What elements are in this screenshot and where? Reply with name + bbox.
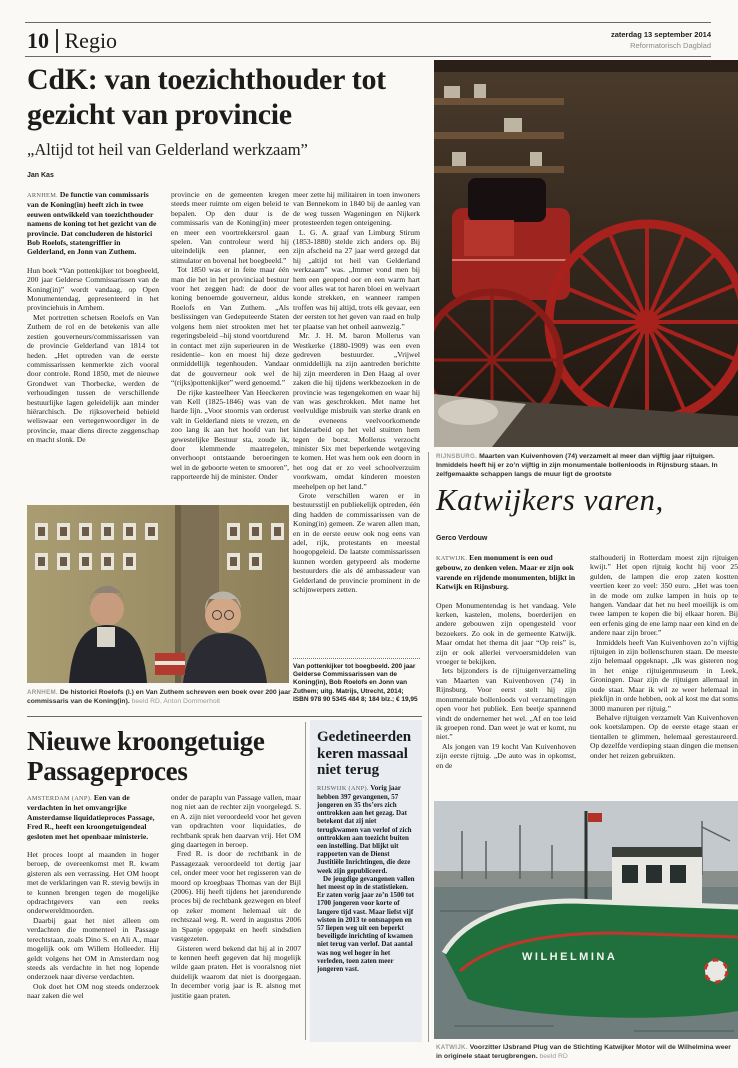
detainees-box xyxy=(310,720,422,1042)
page-number: 10 xyxy=(27,28,49,53)
header-divider xyxy=(56,29,58,53)
katwijkers-headline: Katwijkers varen, xyxy=(436,482,664,517)
body-paragraph: provincie en de gemeenten kregen steeds meer ruimte om eigen beleid te bepalen. Op den duur is de commissaris van de Koning(in) meer en meer een voortrekkersrol gaan spelen. Van controleur werd hij uiteindelijk een planner, een stimulator en bovenal het boegbeeld.” xyxy=(171,190,289,265)
dateline: KATWIJK. xyxy=(436,555,468,562)
article-intro: KATWIJK. Een monument is een oud gebouw, zo denken velen. Maar er zijn ook varende en rijdende monumenten, blijkt in Katwijk en Rijnsburg. xyxy=(436,553,576,592)
book-info: Van pottenkijker tot boegbeeld. 200 jaar Gelderse Commissarissen van de Koning(in), Bob Roelofs en Jonn van Zuthem; uitg. Matrijs, Utrecht, 2014; ISBN 978 90 5345 484 8; 184 blz.; € 19,95 xyxy=(293,658,420,704)
issue-date: zaterdag 13 september 2014 xyxy=(610,30,711,39)
photo-credit: beeld RD, Anton Dommerholt xyxy=(131,698,221,705)
dateline: RIJSWIJK (ANP). xyxy=(317,784,369,792)
boat-photo-illustration xyxy=(434,801,738,1039)
body-paragraph: Met portretten schetsen Roelofs en Van Zuthem de rol en de betekenis van alle zestien gouverneurs/commissarissen van de provincie Gelderland van 1814 tot heden. „Het optreden van de eerste commissarissen kenmerkte zich vooral door controle. Rond 1850, met de nieuwe Grondwet van Thorbecke, werden de verhoudingen tussen de verschillende bestuurlijke lagen geleidelijk aan minder hiërarchisch. De rijksoverheid behield weliswaar een vertegenwoordiger in de provincie, maar diens directe zeggenschap en macht slonk. De xyxy=(27,312,159,445)
caption-location: RIJNSBURG. xyxy=(436,453,478,460)
body-paragraph: Hun boek “Van pottenkijker tot boegbeeld, 200 jaar Gelderse Commissarissen van de Koning(in)” wordt vandaag, op Open Monumentendag, gepresenteerd in het provinciehuis in Arnhem. xyxy=(27,265,159,313)
body-paragraph: RIJSWIJK (ANP). Vorig jaar hebben 397 gevangenen, 57 jongeren en 35 tbs’ers zich onttrokken aan het gezag. Dat betekent dat zij niet terugkwamen van verlof of zich onttrokken aan toezicht buiten een instelling. Dat blijkt uit rapporten van de Dienst Justitiële Inrichtingen, die deze week zijn gepubliceerd. xyxy=(317,783,412,875)
carriage-photo-illustration xyxy=(434,60,738,447)
body-paragraph: Als jongen van 19 kocht Van Kuivenhoven zijn eerste rijtuig. „De auto was in opkomst, en de xyxy=(436,741,576,770)
detainees-body xyxy=(317,784,415,974)
historians-photo xyxy=(27,505,291,705)
caption-location: KATWIJK. xyxy=(436,1044,468,1051)
passage-column-1 xyxy=(27,793,159,1043)
body-paragraph: De rijke kasteelheer Van Heeckeren van Kell (1825-1846) was van de harde lijn. „Voor stoornis van orderust valt in Gelderland niets te vrezen, en zoo lang ik aan het hoofd van het gewestelijke Bestuur sta, zoude ik, door klemmende maatregelen, onverhoopt ontstaande beroeringen wel in de geboorte weten te smooren”, rapporteerde hij de minister. Onder xyxy=(171,387,289,482)
detainees-headline: Gedetineerden keren massaal niet terug xyxy=(317,729,412,778)
body-paragraph: L. G. A. graaf van Limburg Stirum (1853-1880) stelde zich anders op. Bij zijn afscheid na 27 jaar werd gezegd dat hij „altijd tot heil van Gelderland werkzaam” was. „Immer vond men bij hem een geopend oor en een warm hart voor alles wat tot haren bloei en welvaart konde strekken, en wanneer rampen troffen was hij altijd, trots elk gevaar, een der eersten tot het geven van raad en hulp ter plaatse van het onheil aanwezig.” xyxy=(293,227,420,331)
body-paragraph: Fred R. is door de rechtbank in de Passagezaak veroordeeld tot dertig jaar cel, onder meer voor het regisseren van de moord op kroegbaas Thomas van der Bijl (2006). Hij heeft tijdens het jarendurende proces bij de rechtbank gezwegen en bleef op zeker moment helemaal uit de rechtszaal weg. R. werd in augustus 2006 in Spanje opgepakt en heeft sindsdien vastgezeten. xyxy=(171,849,301,944)
boat-photo-caption: KATWIJK. Voorzitter IJsbrand Plug van de Stichting Katwijker Motor wil de Wilhelmina weer in originele staat terugbrengen. beeld RD xyxy=(436,1044,731,1060)
katwijkers-column-1 xyxy=(436,553,576,797)
historians-photo-caption: ARNHEM. De historici Roelofs (l.) en Van Zuthem schreven een boek over 200 jaar commissaris van de Koning(in). beeld RD, Anton Dommerholt xyxy=(27,689,291,705)
boat-photo xyxy=(434,801,738,1060)
article-intro: ARNHEM. De functie van commissaris van de Koning(in) heeft zich in twee eeuwen ontwikkeld van toezichthouder namens de koning tot het gezicht van de provincie. Dat concluderen de historici Bob Roelofs, statengriffier in Gelderland, en Jonn van Zuthem. xyxy=(27,190,157,257)
body-paragraph: stalhouderij in Rotterdam moest zijn rijtuigen kwijt.” Het open rijtuig kocht hij voor 25 gulden, de lampen die erop zaten kostten veertien keer zo veel: 350 euro. „Het was toen in de mode om zulke lampen in huis op te hangen. Vandaar dat het nu heel moeilijk is om twee lampen te kopen die bij elkaar horen. Bij een erfenis ging de ene lamp naar een kind en de andere naar zijn broer.” xyxy=(590,553,738,638)
body-paragraph: Daarbij gaat het niet alleen om verdachten die momenteel in Passage terechtstaan, zoals Dino S. en Ali A., maar mogelijk ook om Willem Holleeder. Hij geldt volgens het OM in Amsterdam nog steeds als verdachte in het nog lopende onderzoek naar diverse verdachten. xyxy=(27,915,159,982)
body-paragraph: Open Monumentendag is het vandaag. Vele kerken, kastelen, molens, boerderijen en andere gebouwen zijn opengesteld voor bezoekers. Zo ook in de gemeente Katwijk. Maar omdat het thema dit jaar “Op reis” is, zijn er ook allerlei vervoersmiddelen van vroeger te bekijken. xyxy=(436,600,576,667)
dateline: ARNHEM. xyxy=(27,192,58,199)
main-column-rule xyxy=(428,452,429,1042)
body-paragraph: De jeugdige gevangenen vallen het meest op in de statistieken. Er zaten vorig jaar zo’n 1500 tot 1700 jongeren voor korte of langere tijd vast. Maar liefst vijf wisten in 2013 te ontsnappen en 57 liepen weg uit een beperkt beveiligde inrichting of kwamen niet terug van verlof. Dat aantal was nog wel hoger in het verleden, toen zaten meer jongeren vast. xyxy=(317,874,415,973)
boat-name: WILHELMINA xyxy=(522,951,618,963)
katwijkers-byline: Gerco Verdouw xyxy=(436,535,488,542)
body-paragraph: Ook doet het OM nog steeds onderzoek naar zaken die wel xyxy=(27,981,159,1001)
body-paragraph: Inmiddels heeft Van Kuivenhoven zo’n vijftig rijtuigen in zijn bollenschuren staan. De meeste zijn helemaal opgeknapt. „Ik was gisteren nog in het enige rijtuigenmuseum in Leek, Groningen. Daar zijn de rijtuigen allemaal in oude staat. Maar ik wil ze weer helemaal in piekfijn in orde hebben, ook al kost me dat soms 3000 manuren per rijtuig.” xyxy=(590,637,738,713)
body-paragraph: Mr. J. H. M. baron Mollerus van Westkerke (1880-1909) was een even gedreven bestuurder. „Vrijwel onmiddellijk na zijn aantreden berichtte hij zijn meerderen in Den Haag al over zaken die hij tijdens werkbezoeken in de provincie was tegengekomen en waar hij van was geschrokken. Met name het veelvuldige misbruik van sterke drank en de eveneens veelvoorkomende kinderarbeid op het veld stuitten hem tegen de borst. Mollerus verzocht minister Six met beperkende wetgeving te komen. Het was hem ook een doorn in het oog dat er zo veel schoolverzuim voorkwam, omdat kinderen moesten meehelpen op het land.” xyxy=(293,331,420,491)
caption-location: ARNHEM. xyxy=(27,689,58,696)
column-rule xyxy=(305,722,306,1040)
newspaper-name: Reformatorisch Dagblad xyxy=(630,41,711,50)
body-paragraph: Behalve rijtuigen verzamelt Van Kuivenhoven ook koetslampen. Op de eerste etage staan er tientallen te glimmen, helemaal gerestaureerd. Op dezelfde verdieping staan dingen die mensen onder het reizen gebruikten. xyxy=(590,712,738,760)
main-byline: Jan Kas xyxy=(27,172,54,179)
main-column-1 xyxy=(27,190,159,490)
article-intro: AMSTERDAM (ANP). Een van de verdachten in het omvangrijke Amsterdamse liquidatieproces Passage, Fred R., heeft een kroongetuigendeal gesloten met het openbaar ministerie. xyxy=(27,793,155,841)
katwijkers-column-2 xyxy=(590,553,738,797)
header-right xyxy=(491,30,711,50)
body-paragraph: onder de paraplu van Passage vallen, maar nog niet aan de rechter zijn voorgelegd. S. en A. zijn niet veroordeeld voor het geven van opdrachten voor liquidaties, de rechtbank sprak hen daarvan vrij. Het OM ging daartegen in beroep. xyxy=(171,793,301,850)
main-column-2 xyxy=(171,190,289,490)
body-paragraph: Het proces loopt al maanden in hoger beroep, de overeenkomst met R. kwam gisteren als een verrassing. Het OM hoopt met de verklaringen van R. stevig bewijs in te kunnen brengen tegen de mogelijke opdrachtgevers van een reeks onderwereldmoorden. xyxy=(27,850,159,916)
body-paragraph: Iets bijzonders is de rijtuigenverzameling van Maarten van Kuivenhoven (74) in Rijnsburg. Voor eerst stelt hij zijn monumentale bollenloods vol verzamelingen open voor het publiek. Een beetje spannend vindt de ondernemer het wel. „Af en toe leid ik groepen rond. Dan weet je wat er komt, nu niet.” xyxy=(436,666,576,742)
body-paragraph: Tot 1850 was er in feite maar één man die het in het provinciaal bestuur voor het zeggen had: de door de koning benoemde gouverneur, aldus Roelofs en Van Zuthem. „Als beslissingen van Gedeputeerde Staten volgens hem niet strookten met het regeringsbeleid –hij stond voortdurend in contact met zijn superieuren in de residentie– kon en moest hij deze onmiddellijk tegenhouden. Vandaar dat de gouverneur ook wel de “(rijks)pottenkijker” werd genoemd.” xyxy=(171,265,289,388)
header-bottom-rule xyxy=(25,56,711,57)
historians-photo-illustration xyxy=(27,505,289,683)
carriage-photo xyxy=(434,60,738,478)
top-rule xyxy=(25,22,711,23)
carriage-photo-caption: RIJNSBURG. Maarten van Kuivenhoven (74) verzamelt al meer dan vijftig jaar rijtuigen. Inmiddels heeft hij er zo’n vijftig in zijn monumentale bollenloods in Rijnsburg staan. In zelfgemaakte schappen langs de muur ligt de grootste xyxy=(436,453,718,478)
body-paragraph: Gisteren werd bekend dat hij al in 2007 te kennen heeft gegeven dat hij mogelijk wilde gaan praten. Het is vooralsnog niet duidelijk waarom dat niet is doorgegaan. In december vorig jaar is R. alsnog met justitie gaan praten. xyxy=(171,943,301,1000)
section-title: Regio xyxy=(64,28,118,53)
body-paragraph: meer zette hij militairen in toen inwoners van Bennekom in 1840 bij de aanleg van de weg tussen Wageningen en Nijkerk protesteerden tegen onteigening. xyxy=(293,190,420,228)
main-column-3 xyxy=(293,190,420,656)
passage-headline: Nieuwe kroongetuige Passageproces xyxy=(27,726,265,786)
passage-column-2 xyxy=(171,793,301,1043)
body-paragraph: Grote verschillen waren er in bestuursstijl en publiekelijk optreden, één ding hadden de commissarissen van de Koning(in) gemeen. Ze waren allen man, en in de eerste eeuw ook nog eens van adel, rijk, protestants en meestal hoogopgeleid. De laatste commissarissen kunnen worden getypeerd als moderne bestuurders die als dé ambassadeur van Gelderland de provincie prominent in de schijnwerpers zetten. xyxy=(293,491,420,595)
section-rule xyxy=(27,716,422,717)
dateline: AMSTERDAM (ANP). xyxy=(27,795,92,802)
main-headline: CdK: van toezichthouder tot gezicht van provincie xyxy=(27,63,386,131)
page-header xyxy=(27,28,117,54)
main-subtitle: „Altijd tot heil van Gelderland werkzaam” xyxy=(27,140,308,159)
photo-credit: beeld RD xyxy=(539,1053,568,1060)
